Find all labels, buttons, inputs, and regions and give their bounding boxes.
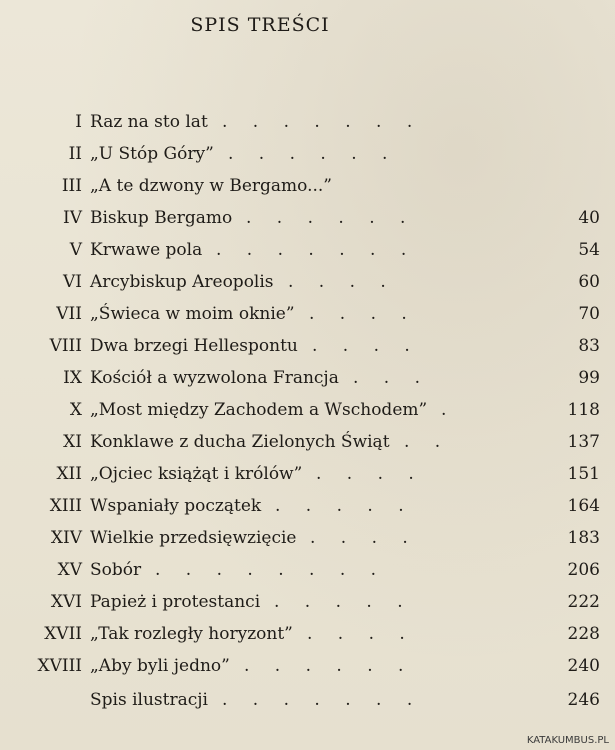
toc-row xyxy=(0,336,615,368)
toc-heading: SPIS TREŚCI xyxy=(190,14,330,36)
page-number: 240 xyxy=(567,656,600,676)
chapter-number: X xyxy=(69,400,82,420)
watermark: KATAKUMBUS.PL xyxy=(526,735,609,746)
page-number: 137 xyxy=(567,432,600,452)
toc-row xyxy=(0,304,615,336)
dot-leader: . . . . xyxy=(316,464,424,484)
toc-row xyxy=(0,592,615,624)
page-number: 183 xyxy=(567,528,600,548)
toc-row xyxy=(0,144,615,176)
dot-leader: . . . . xyxy=(312,336,420,356)
chapter-number: XIV xyxy=(50,528,82,548)
toc-row xyxy=(0,272,615,304)
dot-leader: . . . . . . . . xyxy=(155,560,387,580)
chapter-title: Arcybiskup Areopolis xyxy=(90,272,274,292)
chapter-title: Sobór xyxy=(90,560,142,580)
page-number: 164 xyxy=(567,496,600,516)
chapter-title: Spis ilustracji xyxy=(90,690,208,710)
page-number: 54 xyxy=(578,240,600,260)
chapter-number: XVI xyxy=(50,592,82,612)
toc-row xyxy=(0,690,615,722)
chapter-title: Papież i protestanci xyxy=(90,592,261,612)
chapter-title: „Aby byli jedno” xyxy=(90,656,230,676)
toc-row xyxy=(0,624,615,656)
toc-row xyxy=(0,400,615,432)
chapter-number: XVIII xyxy=(37,656,82,676)
toc-row xyxy=(0,208,615,240)
page-number: 99 xyxy=(578,368,600,388)
chapter-number: III xyxy=(61,176,82,196)
page-number: 60 xyxy=(578,272,600,292)
chapter-title: Wielkie przedsięwzięcie xyxy=(90,528,297,548)
chapter-number: IX xyxy=(63,368,82,388)
chapter-number: XVII xyxy=(44,624,82,644)
chapter-title: Konklawe z ducha Zielonych Świąt xyxy=(90,432,390,452)
page-number: 246 xyxy=(567,690,600,710)
chapter-title: „Tak rozległy horyzont” xyxy=(90,624,293,644)
dot-leader: . . . . . . . xyxy=(222,112,423,132)
chapter-title: Krwawe pola xyxy=(90,240,203,260)
dot-leader: . . . . . . xyxy=(244,656,414,676)
toc-row xyxy=(0,560,615,592)
dot-leader: . . . . . . . xyxy=(222,690,423,710)
chapter-title: Raz na sto lat xyxy=(90,112,208,132)
dot-leader: . . . . . . . xyxy=(216,240,417,260)
toc-row xyxy=(0,656,615,688)
dot-leader: . . . . xyxy=(310,528,418,548)
page-number: 151 xyxy=(567,464,600,484)
page-number: 83 xyxy=(578,336,600,356)
chapter-number: I xyxy=(75,112,82,132)
chapter-number: VIII xyxy=(49,336,82,356)
chapter-title: „U Stóp Góry” xyxy=(90,144,214,164)
page-number: 70 xyxy=(578,304,600,324)
page-number: 118 xyxy=(567,400,600,420)
dot-leader: . . . . xyxy=(307,624,415,644)
chapter-title: Dwa brzegi Hellespontu xyxy=(90,336,298,356)
dot-leader: . . . . . xyxy=(274,592,413,612)
chapter-number: XIII xyxy=(49,496,82,516)
dot-leader: . . . xyxy=(353,368,431,388)
chapter-number: II xyxy=(68,144,82,164)
dot-leader: . . . . xyxy=(309,304,417,324)
chapter-number: VII xyxy=(56,304,82,324)
chapter-number: VI xyxy=(63,272,82,292)
dot-leader: . . xyxy=(404,432,451,452)
toc-row xyxy=(0,464,615,496)
chapter-number: XV xyxy=(57,560,82,580)
toc-row xyxy=(0,432,615,464)
chapter-number: XII xyxy=(56,464,82,484)
chapter-title: „Świeca w moim oknie” xyxy=(90,304,295,324)
dot-leader: . . . . . . xyxy=(228,144,398,164)
page-number: 206 xyxy=(567,560,600,580)
chapter-number: IV xyxy=(63,208,82,228)
toc-row xyxy=(0,176,615,208)
dot-leader: . . . . . . xyxy=(246,208,416,228)
toc-row xyxy=(0,528,615,560)
dot-leader: . . . . . xyxy=(275,496,414,516)
chapter-title: Biskup Bergamo xyxy=(90,208,233,228)
chapter-title: „A te dzwony w Bergamo...” xyxy=(90,176,332,196)
chapter-number: V xyxy=(69,240,82,260)
chapter-title: Kościół a wyzwolona Francja xyxy=(90,368,339,388)
page-number: 222 xyxy=(567,592,600,612)
page-number: 228 xyxy=(567,624,600,644)
dot-leader: . xyxy=(441,400,457,420)
chapter-number: XI xyxy=(63,432,82,452)
chapter-title: Wspaniały początek xyxy=(90,496,262,516)
page-number: 40 xyxy=(578,208,600,228)
toc-row xyxy=(0,112,615,144)
dot-leader: . . . . xyxy=(288,272,396,292)
chapter-title: „Most między Zachodem a Wschodem” xyxy=(90,400,428,420)
toc-row xyxy=(0,240,615,272)
chapter-title: „Ojciec książąt i królów” xyxy=(90,464,303,484)
toc-row xyxy=(0,368,615,400)
toc-row xyxy=(0,496,615,528)
